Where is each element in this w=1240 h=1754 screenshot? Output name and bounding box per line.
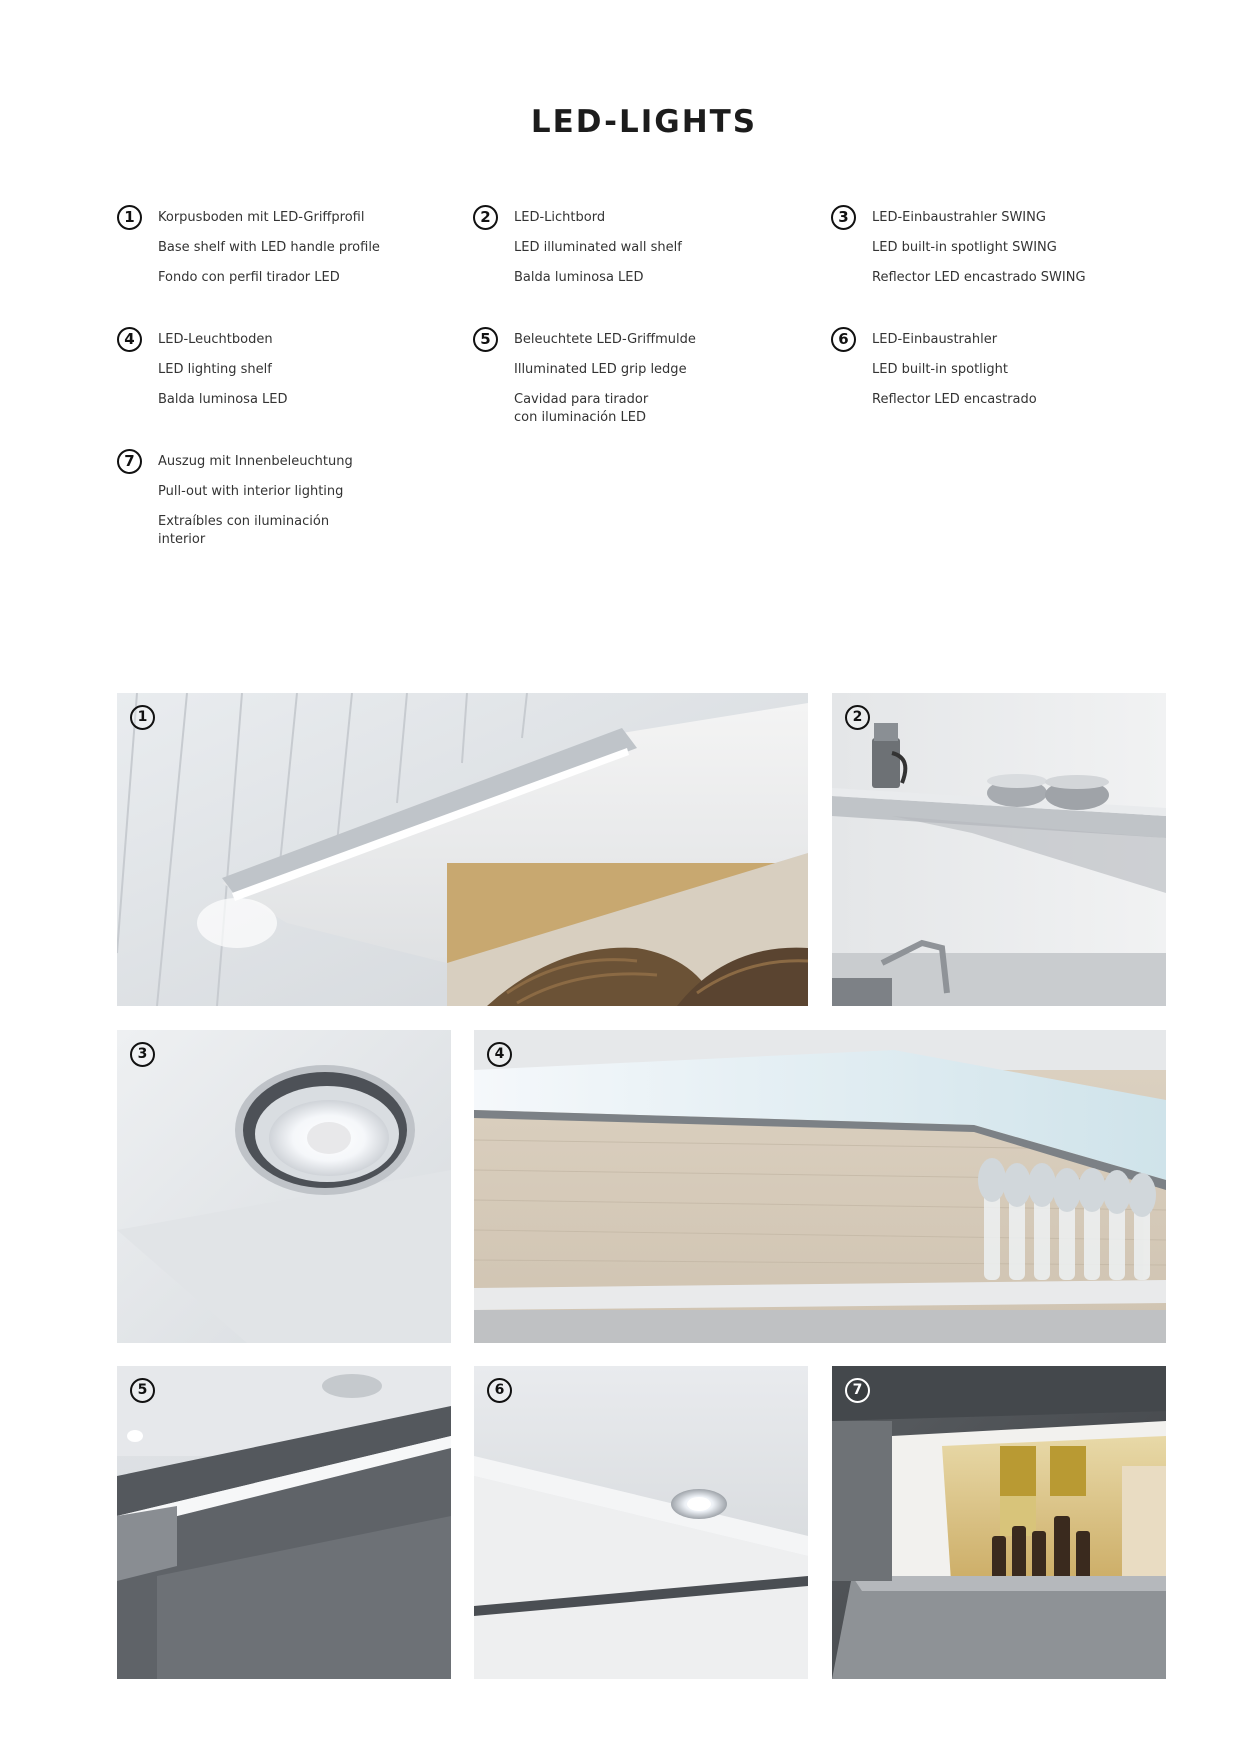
- photo-1: [117, 693, 808, 1006]
- label-de: LED-Einbaustrahler SWING: [872, 210, 1046, 225]
- label-es: Reflector LED encastrado: [872, 392, 1037, 407]
- label-es: Balda luminosa LED: [158, 392, 288, 407]
- photo-number-badge: 6: [487, 1378, 512, 1403]
- label-en: Pull-out with interior lighting: [158, 484, 344, 499]
- label-de: Auszug mit Innenbeleuchtung: [158, 454, 353, 469]
- label-es: Extraíbles con iluminación interior: [158, 514, 330, 547]
- photo-7-image: [832, 1366, 1166, 1679]
- photo-1-image: [117, 693, 808, 1006]
- photo-4: [474, 1030, 1166, 1343]
- label-en: LED illuminated wall shelf: [514, 240, 682, 255]
- photo-2: [832, 693, 1166, 1006]
- label-es: Fondo con perfil tirador LED: [158, 270, 340, 285]
- label-en: Illuminated LED grip ledge: [514, 362, 687, 377]
- photo-2-image: [832, 693, 1166, 1006]
- number-badge: 5: [473, 327, 498, 352]
- photo-number-badge: 2: [845, 705, 870, 730]
- number-badge: 3: [831, 205, 856, 230]
- label-de: LED-Einbaustrahler: [872, 332, 998, 347]
- photo-4-image: [474, 1030, 1166, 1343]
- photo-6-image: [474, 1366, 808, 1679]
- page-title: LED-LIGHTS: [530, 104, 758, 140]
- photo-7: [832, 1366, 1166, 1679]
- photo-3-image: [117, 1030, 451, 1343]
- label-de: LED-Leuchtboden: [158, 332, 273, 347]
- label-es: Reflector LED encastrado SWING: [872, 270, 1086, 285]
- photo-3: [117, 1030, 451, 1343]
- photo-number-badge: 4: [487, 1042, 512, 1067]
- photo-number-badge: 1: [130, 705, 155, 730]
- label-en: LED lighting shelf: [158, 362, 272, 377]
- label-es: Cavidad para tirador con iluminación LED: [514, 392, 649, 425]
- number-badge: 4: [117, 327, 142, 352]
- photo-6: [474, 1366, 808, 1679]
- photo-number-badge: 5: [130, 1378, 155, 1403]
- label-en: LED built-in spotlight SWING: [872, 240, 1057, 255]
- number-badge: 1: [117, 205, 142, 230]
- number-badge: 6: [831, 327, 856, 352]
- photo-number-badge: 7: [845, 1378, 870, 1403]
- label-en: LED built-in spotlight: [872, 362, 1008, 377]
- label-de: Korpusboden mit LED-Griffprofil: [158, 210, 365, 225]
- label-en: Base shelf with LED handle profile: [158, 240, 380, 255]
- label-de: Beleuchtete LED-Griffmulde: [514, 332, 696, 347]
- photo-5: [117, 1366, 451, 1679]
- photo-number-badge: 3: [130, 1042, 155, 1067]
- label-es: Balda luminosa LED: [514, 270, 644, 285]
- number-badge: 2: [473, 205, 498, 230]
- number-badge: 7: [117, 449, 142, 474]
- label-de: LED-Lichtbord: [514, 210, 606, 225]
- photo-5-image: [117, 1366, 451, 1679]
